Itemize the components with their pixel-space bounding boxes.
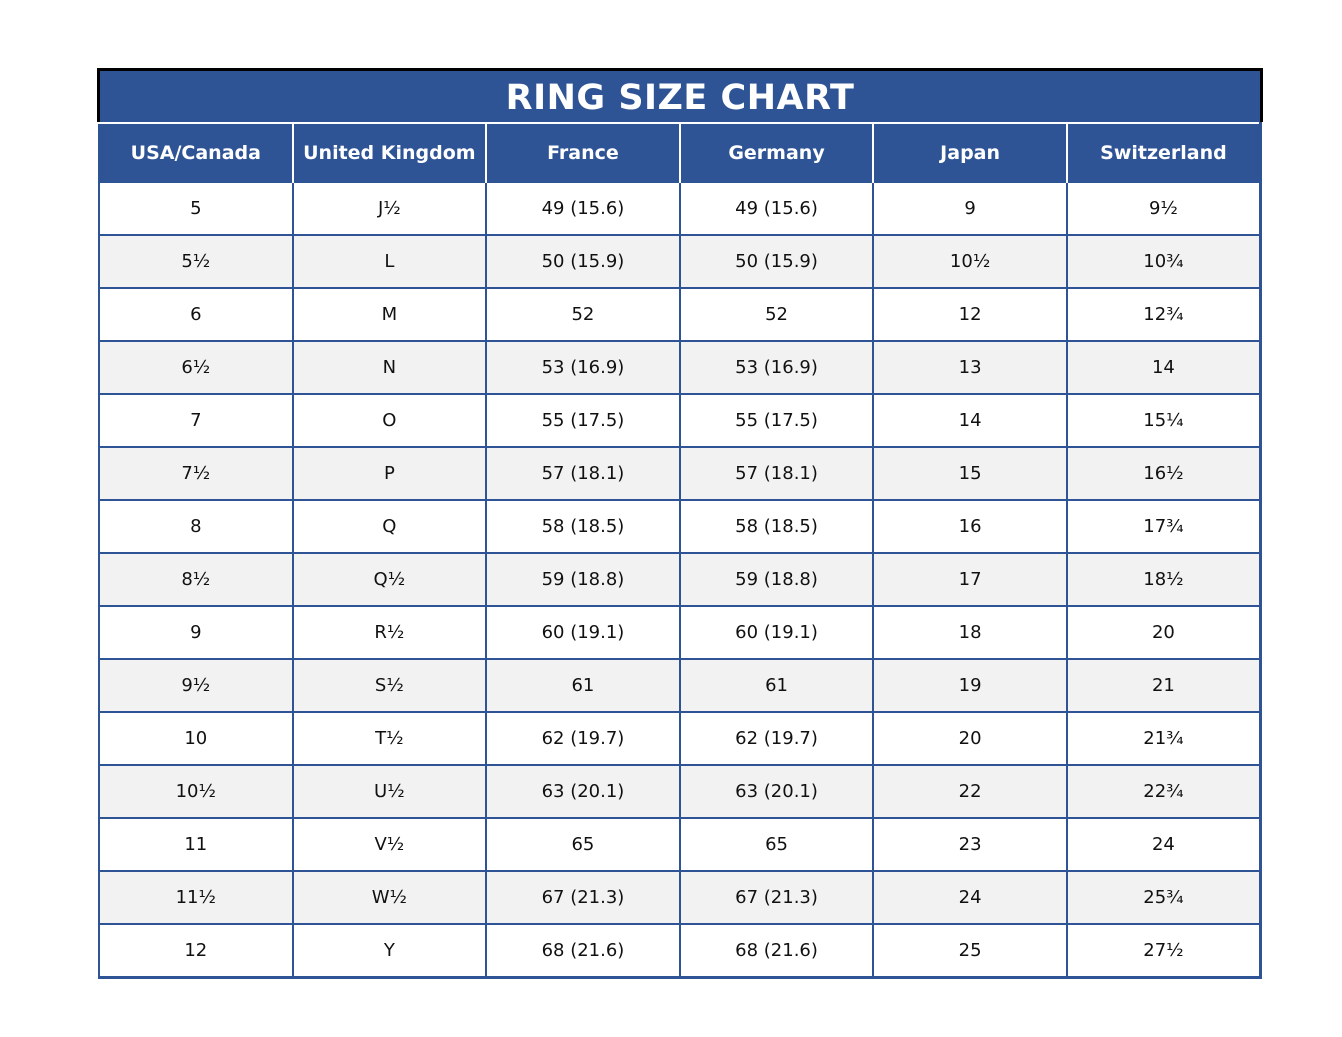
ring-size-table [98,122,1262,979]
cell-united-kingdom: R½ [293,606,487,659]
table-row [99,182,1261,235]
cell-germany: 55 (17.5) [680,394,874,447]
cell-france: 57 (18.1) [486,447,680,500]
table-row [99,553,1261,606]
ring-size-chart [97,68,1263,979]
cell-france: 68 (21.6) [486,924,680,978]
cell-japan: 22 [873,765,1067,818]
cell-usa-canada: 5 [99,182,293,235]
cell-germany: 52 [680,288,874,341]
cell-japan: 17 [873,553,1067,606]
cell-united-kingdom: T½ [293,712,487,765]
cell-switzerland: 15¼ [1067,394,1261,447]
cell-switzerland: 10¾ [1067,235,1261,288]
cell-switzerland: 25¾ [1067,871,1261,924]
cell-germany: 63 (20.1) [680,765,874,818]
cell-france: 58 (18.5) [486,500,680,553]
cell-japan: 15 [873,447,1067,500]
cell-japan: 12 [873,288,1067,341]
cell-switzerland: 27½ [1067,924,1261,978]
column-header-france: France [486,123,680,182]
cell-france: 63 (20.1) [486,765,680,818]
cell-japan: 23 [873,818,1067,871]
cell-usa-canada: 11½ [99,871,293,924]
cell-united-kingdom: M [293,288,487,341]
cell-japan: 9 [873,182,1067,235]
table-row [99,606,1261,659]
table-row [99,765,1261,818]
cell-usa-canada: 7½ [99,447,293,500]
cell-united-kingdom: O [293,394,487,447]
cell-france: 65 [486,818,680,871]
cell-france: 55 (17.5) [486,394,680,447]
cell-usa-canada: 5½ [99,235,293,288]
table-row [99,924,1261,978]
cell-france: 60 (19.1) [486,606,680,659]
cell-japan: 13 [873,341,1067,394]
cell-germany: 49 (15.6) [680,182,874,235]
cell-japan: 16 [873,500,1067,553]
cell-usa-canada: 11 [99,818,293,871]
cell-japan: 10½ [873,235,1067,288]
cell-switzerland: 9½ [1067,182,1261,235]
table-row [99,341,1261,394]
cell-united-kingdom: U½ [293,765,487,818]
cell-united-kingdom: Q [293,500,487,553]
cell-united-kingdom: Q½ [293,553,487,606]
cell-switzerland: 20 [1067,606,1261,659]
cell-united-kingdom: L [293,235,487,288]
cell-japan: 19 [873,659,1067,712]
cell-japan: 20 [873,712,1067,765]
cell-united-kingdom: W½ [293,871,487,924]
table-row [99,235,1261,288]
cell-united-kingdom: P [293,447,487,500]
cell-united-kingdom: N [293,341,487,394]
cell-switzerland: 14 [1067,341,1261,394]
chart-title: RING SIZE CHART [97,68,1263,122]
cell-usa-canada: 7 [99,394,293,447]
cell-japan: 24 [873,871,1067,924]
cell-france: 67 (21.3) [486,871,680,924]
table-row [99,500,1261,553]
cell-switzerland: 18½ [1067,553,1261,606]
cell-united-kingdom: Y [293,924,487,978]
cell-japan: 25 [873,924,1067,978]
table-body [99,182,1261,978]
table-row [99,818,1261,871]
cell-france: 49 (15.6) [486,182,680,235]
table-row [99,447,1261,500]
cell-usa-canada: 6½ [99,341,293,394]
table-row [99,871,1261,924]
column-header-switzerland: Switzerland [1067,123,1261,182]
cell-usa-canada: 8½ [99,553,293,606]
cell-germany: 62 (19.7) [680,712,874,765]
cell-united-kingdom: V½ [293,818,487,871]
table-row [99,712,1261,765]
cell-usa-canada: 10½ [99,765,293,818]
cell-germany: 53 (16.9) [680,341,874,394]
cell-switzerland: 16½ [1067,447,1261,500]
cell-france: 61 [486,659,680,712]
cell-france: 59 (18.8) [486,553,680,606]
cell-germany: 60 (19.1) [680,606,874,659]
cell-united-kingdom: J½ [293,182,487,235]
table-row [99,394,1261,447]
column-header-united-kingdom: United Kingdom [293,123,487,182]
cell-france: 53 (16.9) [486,341,680,394]
cell-germany: 65 [680,818,874,871]
cell-germany: 61 [680,659,874,712]
cell-germany: 50 (15.9) [680,235,874,288]
column-header-japan: Japan [873,123,1067,182]
table-row [99,659,1261,712]
cell-switzerland: 17¾ [1067,500,1261,553]
column-header-usa-canada: USA/Canada [99,123,293,182]
cell-france: 62 (19.7) [486,712,680,765]
cell-usa-canada: 12 [99,924,293,978]
cell-japan: 14 [873,394,1067,447]
column-header-germany: Germany [680,123,874,182]
table-row [99,288,1261,341]
cell-switzerland: 21 [1067,659,1261,712]
cell-usa-canada: 9½ [99,659,293,712]
cell-usa-canada: 10 [99,712,293,765]
cell-france: 52 [486,288,680,341]
cell-switzerland: 22¾ [1067,765,1261,818]
cell-germany: 67 (21.3) [680,871,874,924]
cell-germany: 58 (18.5) [680,500,874,553]
header-row [99,123,1261,182]
cell-germany: 57 (18.1) [680,447,874,500]
cell-united-kingdom: S½ [293,659,487,712]
cell-germany: 59 (18.8) [680,553,874,606]
cell-germany: 68 (21.6) [680,924,874,978]
cell-usa-canada: 9 [99,606,293,659]
cell-switzerland: 21¾ [1067,712,1261,765]
cell-switzerland: 24 [1067,818,1261,871]
cell-usa-canada: 6 [99,288,293,341]
cell-switzerland: 12¾ [1067,288,1261,341]
cell-france: 50 (15.9) [486,235,680,288]
cell-usa-canada: 8 [99,500,293,553]
cell-japan: 18 [873,606,1067,659]
